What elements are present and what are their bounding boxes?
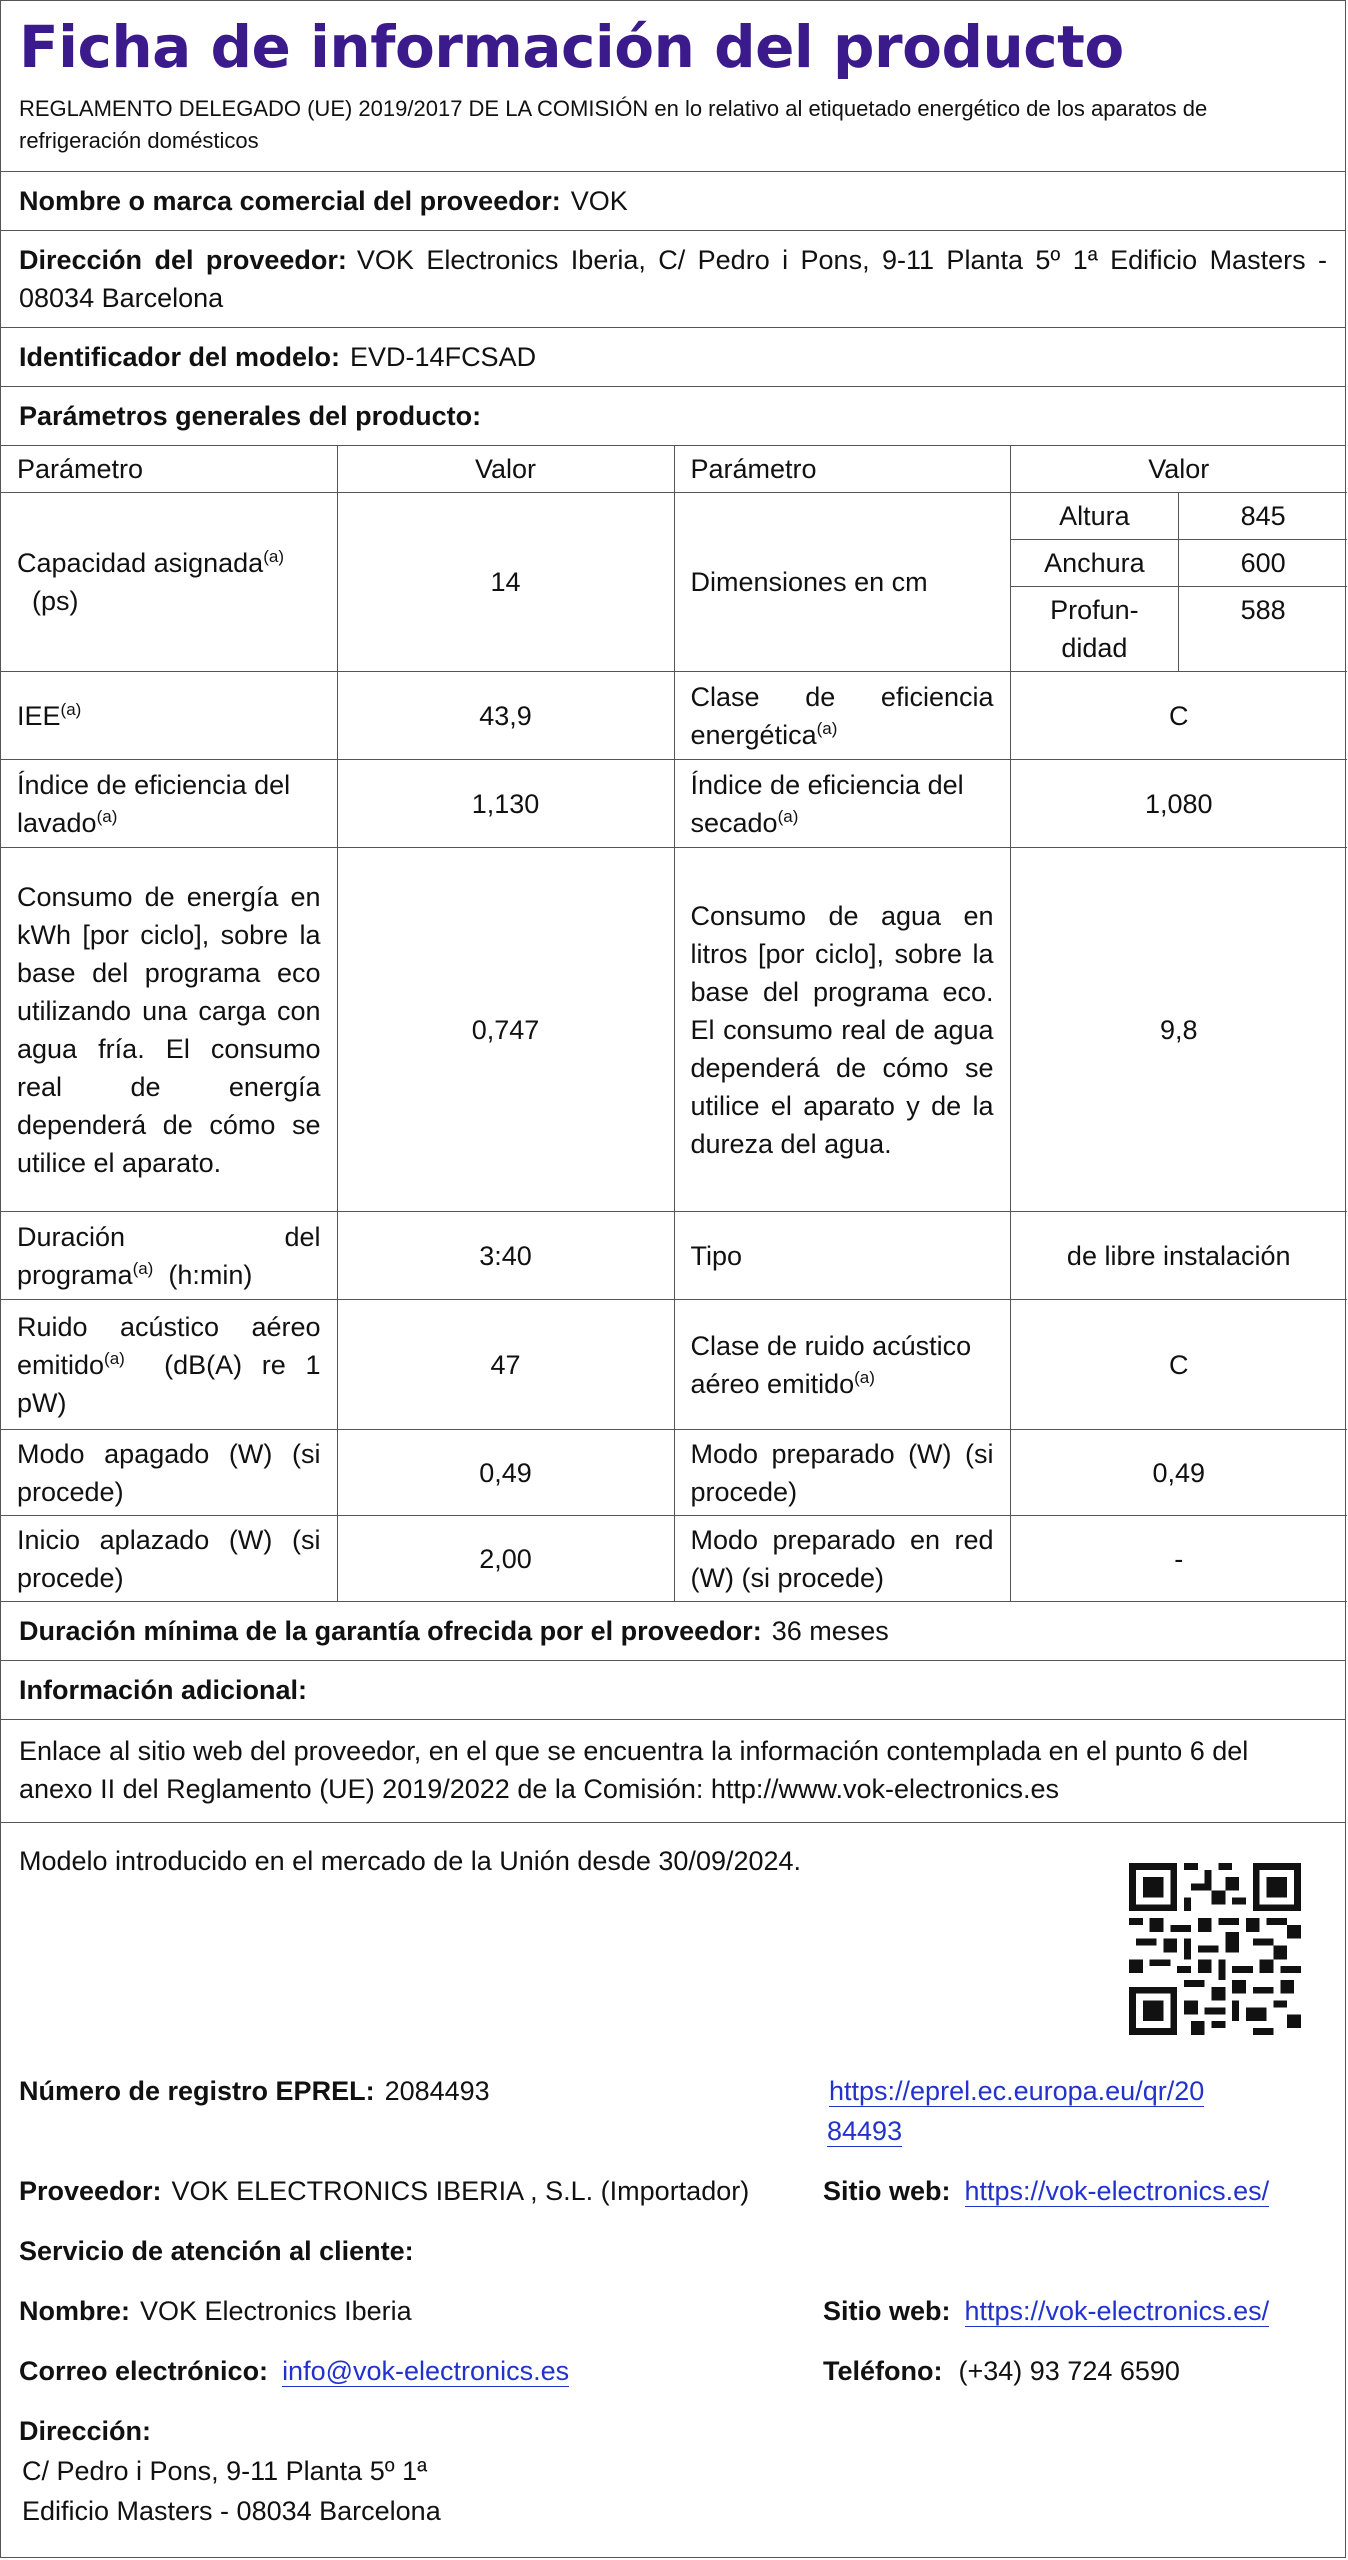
energy-consumption-value: 0,747 bbox=[337, 848, 674, 1212]
duration-value: 3:40 bbox=[337, 1212, 674, 1300]
dimensions-values bbox=[1010, 493, 1347, 672]
dimensions-table bbox=[1011, 493, 1348, 671]
email-link[interactable]: info@vok-electronics.es bbox=[282, 2356, 570, 2386]
supplier-name-row bbox=[1, 172, 1345, 231]
address-block bbox=[19, 2411, 441, 2531]
eprel-row bbox=[19, 2071, 490, 2111]
network-standby-label: Modo preparado en red (W) (si procede) bbox=[674, 1516, 1010, 1602]
service-web-label: Sitio web: bbox=[823, 2296, 951, 2326]
table-header-row bbox=[1, 446, 1347, 493]
qr-code-icon[interactable] bbox=[1129, 1863, 1301, 2035]
service-label-row bbox=[19, 2231, 414, 2271]
dry-index-value: 1,080 bbox=[1010, 760, 1347, 848]
warranty-value: 36 meses bbox=[771, 1616, 889, 1646]
duration-label: Duración del programa$^{(a)}$ (h:min) bbox=[1, 1212, 337, 1300]
off-mode-label: Modo apagado (W) (si procede) bbox=[1, 1430, 337, 1516]
dimensions-label: Dimensiones en cm bbox=[674, 493, 1010, 672]
supplier-link-info: Enlace al sitio web del proveedor, en el que se encuentra la información contemplada en el punto 6 del anexo II del Reglamento (UE) 2019/2022 de la Comisión: http://www.vok-electronics.es bbox=[19, 1736, 1249, 1804]
supplier-value: VOK ELECTRONICS IBERIA , S.L. (Importador) bbox=[171, 2176, 750, 2206]
table-row bbox=[1, 672, 1347, 760]
energy-class-value: C bbox=[1010, 672, 1347, 760]
supplier-name-label: Nombre o marca comercial del proveedor: bbox=[19, 186, 561, 216]
header-value-1: Valor bbox=[337, 446, 674, 493]
regulation-subtitle: REGLAMENTO DELEGADO (UE) 2019/2017 DE LA COMISIÓN en lo relativo al etiquetado energético de los aparatos de refrigeración domésticos bbox=[1, 83, 1345, 172]
model-id-value: EVD-14FCSAD bbox=[350, 342, 537, 372]
table-row bbox=[1, 1516, 1347, 1602]
standby-value: 0,49 bbox=[1010, 1430, 1347, 1516]
supplier-address-row bbox=[1, 231, 1345, 328]
supplier-link-row bbox=[1, 1720, 1345, 1823]
table-row bbox=[1, 493, 1347, 672]
energy-consumption-label: Consumo de energía en kWh [por ciclo], sobre la base del programa eco utilizando una carga con agua fría. El consumo real de energía dependerá de cómo se utilice el aparato. bbox=[1, 848, 337, 1212]
type-value: de libre instalación bbox=[1010, 1212, 1347, 1300]
additional-info-label: Información adicional: bbox=[19, 1675, 308, 1705]
water-consumption-value: 9,8 bbox=[1010, 848, 1347, 1212]
supplier-address-value: VOK Electronics Iberia, C/ Pedro i Pons, 9-11 Planta 5º 1ª Edificio Masters - 08034 Barcelona bbox=[19, 245, 1327, 313]
off-mode-value: 0,49 bbox=[337, 1430, 674, 1516]
noise-class-label: Clase de ruido acústico aéreo emitido$^{(a)}$ bbox=[674, 1300, 1010, 1430]
page-title: Ficha de información del producto bbox=[19, 13, 1124, 81]
service-label: Servicio de atención al cliente: bbox=[19, 2236, 414, 2266]
table-row bbox=[1, 1212, 1347, 1300]
supplier-label: Proveedor: bbox=[19, 2176, 162, 2206]
supplier-web-label: Sitio web: bbox=[823, 2176, 951, 2206]
supplier-address-label: Dirección del proveedor: bbox=[19, 245, 347, 275]
general-params-label: Parámetros generales del producto: bbox=[19, 401, 482, 431]
supplier-web-row bbox=[823, 2171, 1269, 2211]
model-id-row bbox=[1, 328, 1345, 387]
warranty-label: Duración mínima de la garantía ofrecida por el proveedor: bbox=[19, 1616, 762, 1646]
depth-value: 588 bbox=[1179, 587, 1347, 672]
phone-label: Teléfono: bbox=[823, 2356, 943, 2386]
eprel-value: 2084493 bbox=[384, 2076, 490, 2106]
wash-index-label: Índice de eficiencia del lavado$^{(a)}$ bbox=[1, 760, 337, 848]
eprel-link[interactable]: https://eprel.ec.europa.eu/qr/20 bbox=[829, 2076, 1205, 2106]
energy-class-label: Clase de eficiencia energética$^{(a)}$ bbox=[674, 672, 1010, 760]
warranty-row bbox=[1, 1602, 1345, 1661]
eprel-link-cont[interactable]: 84493 bbox=[827, 2116, 903, 2146]
network-standby-value: - bbox=[1010, 1516, 1347, 1602]
depth-label: Profun- didad bbox=[1011, 587, 1179, 672]
footer-section bbox=[1, 1823, 1345, 2556]
height-value: 845 bbox=[1179, 493, 1347, 540]
table-row bbox=[1, 1300, 1347, 1430]
eprel-link-block bbox=[827, 2071, 1204, 2151]
supplier-name-value: VOK bbox=[570, 186, 628, 216]
eei-label: IEE$^{(a)}$ bbox=[1, 672, 337, 760]
wash-index-value: 1,130 bbox=[337, 760, 674, 848]
general-params-row bbox=[1, 387, 1345, 446]
noise-label: Ruido acústico aéreo emitido$^{(a)}$ (dB(A) re 1 pW) bbox=[1, 1300, 337, 1430]
email-row bbox=[19, 2351, 569, 2391]
noise-value: 47 bbox=[337, 1300, 674, 1430]
header-param-1: Parámetro bbox=[1, 446, 337, 493]
address-line-2: Edificio Masters - 08034 Barcelona bbox=[22, 2496, 441, 2526]
table-row bbox=[1, 760, 1347, 848]
delay-start-label: Inicio aplazado (W) (si procede) bbox=[1, 1516, 337, 1602]
additional-info-row bbox=[1, 1661, 1345, 1720]
phone-row bbox=[823, 2351, 1180, 2391]
email-label: Correo electrónico: bbox=[19, 2356, 269, 2386]
market-date: Modelo introducido en el mercado de la Unión desde 30/09/2024. bbox=[19, 1846, 802, 1876]
phone-value: (+34) 93 724 6590 bbox=[958, 2356, 1180, 2386]
header-value-2: Valor bbox=[1010, 446, 1347, 493]
supplier-row bbox=[19, 2171, 749, 2211]
service-name-value: VOK Electronics Iberia bbox=[140, 2296, 412, 2326]
capacity-label: Capacidad asignada$^{(a)}$ (ps) bbox=[1, 493, 337, 672]
capacity-value: 14 bbox=[337, 493, 674, 672]
type-label: Tipo bbox=[674, 1212, 1010, 1300]
header-param-2: Parámetro bbox=[674, 446, 1010, 493]
service-web-row bbox=[823, 2291, 1269, 2331]
standby-label: Modo preparado (W) (si procede) bbox=[674, 1430, 1010, 1516]
height-label: Altura bbox=[1011, 493, 1179, 540]
table-row bbox=[1, 848, 1347, 1212]
eei-value: 43,9 bbox=[337, 672, 674, 760]
model-id-label: Identificador del modelo: bbox=[19, 342, 341, 372]
eprel-label: Número de registro EPREL: bbox=[19, 2076, 375, 2106]
noise-class-value: C bbox=[1010, 1300, 1347, 1430]
service-web-link[interactable]: https://vok-electronics.es/ bbox=[964, 2296, 1270, 2326]
delay-start-value: 2,00 bbox=[337, 1516, 674, 1602]
service-name-row bbox=[19, 2291, 412, 2331]
supplier-web-link[interactable]: https://vok-electronics.es/ bbox=[964, 2176, 1270, 2206]
width-value: 600 bbox=[1179, 540, 1347, 587]
address-label: Dirección: bbox=[19, 2416, 152, 2446]
dry-index-label: Índice de eficiencia del secado$^{(a)}$ bbox=[674, 760, 1010, 848]
params-table bbox=[1, 446, 1347, 1602]
water-consumption-label: Consumo de agua en litros [por ciclo], sobre la base del programa eco. El consumo real de agua dependerá de cómo se utilice el aparato y de la dureza del agua. bbox=[674, 848, 1010, 1212]
service-name-label: Nombre: bbox=[19, 2296, 131, 2326]
address-line-1: C/ Pedro i Pons, 9-11 Planta 5º 1ª bbox=[22, 2456, 428, 2486]
table-row bbox=[1, 1430, 1347, 1516]
width-label: Anchura bbox=[1011, 540, 1179, 587]
